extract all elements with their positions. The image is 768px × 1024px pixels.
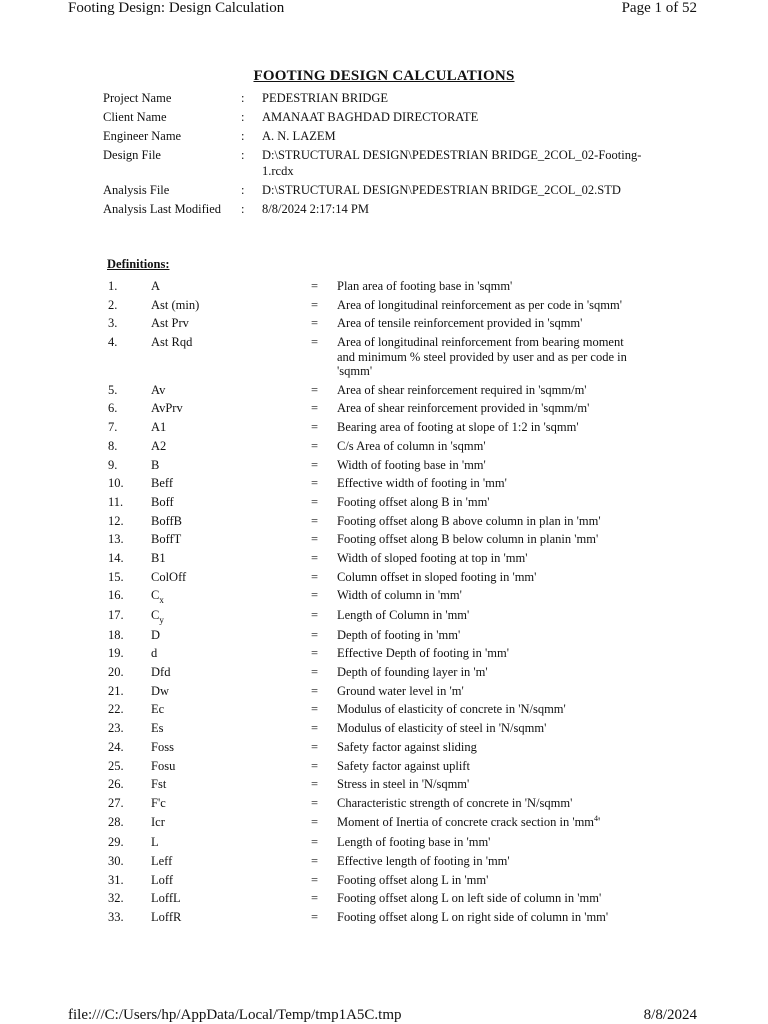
definition-description <box>337 835 637 850</box>
definition-row <box>108 298 668 313</box>
info-separator: : <box>241 182 245 197</box>
info-label: Client Name <box>103 110 167 124</box>
equals-sign: = <box>311 316 319 331</box>
definition-number: 2. <box>108 297 118 312</box>
definition-row <box>108 608 668 624</box>
definition-symbol <box>151 514 311 529</box>
description-text: Depth of founding layer in 'm' <box>337 665 488 680</box>
definition-description <box>337 458 637 473</box>
definition-description <box>337 608 637 624</box>
definitions-list <box>108 279 668 929</box>
definition-description <box>337 298 637 313</box>
file-path: file:///C:/Users/hp/AppData/Local/Temp/tmp1A5C.tmp <box>68 1007 402 1023</box>
definition-symbol <box>151 335 311 379</box>
definition-symbol <box>151 873 311 888</box>
definition-symbol <box>151 570 311 585</box>
definition-number: 24. <box>108 739 124 754</box>
definition-symbol <box>151 628 311 643</box>
definition-row <box>108 628 668 643</box>
definition-number: 26. <box>108 777 124 792</box>
definition-symbol <box>151 279 311 294</box>
description-text: Footing offset along L on right side of column in 'mm' <box>337 910 609 924</box>
definition-number: 1. <box>108 279 118 293</box>
definition-number: 30. <box>108 853 124 868</box>
equals-sign: = <box>311 513 319 528</box>
definition-symbol <box>151 495 311 510</box>
definition-row <box>108 401 668 416</box>
definition-description <box>337 495 637 510</box>
info-row <box>103 148 663 179</box>
symbol-subscript: x <box>159 595 164 606</box>
symbol-text: LoffR <box>151 910 182 924</box>
description-text: C/s Area of column in 'sqmm' <box>337 438 486 453</box>
symbol-text: B <box>151 457 160 472</box>
definition-row <box>108 514 668 529</box>
info-row <box>103 202 663 218</box>
project-info-block <box>103 91 663 221</box>
symbol-text: A1 <box>151 420 167 435</box>
description-text: Depth of footing in 'mm' <box>337 627 461 642</box>
equals-sign: = <box>311 814 319 829</box>
definition-description <box>337 316 637 331</box>
definition-description <box>337 854 637 869</box>
info-separator: : <box>241 201 245 216</box>
symbol-text: d <box>151 646 158 661</box>
symbol-text: Av <box>151 382 166 397</box>
description-text: Effective length of footing in 'mm' <box>337 853 510 868</box>
info-row <box>103 183 663 199</box>
definition-symbol <box>151 835 311 850</box>
symbol-text: Icr <box>151 814 165 829</box>
info-label: Analysis File <box>103 182 170 197</box>
equals-sign: = <box>311 702 319 717</box>
description-text: Modulus of elasticity of steel in 'N/sqmm' <box>337 721 547 736</box>
symbol-subscript: y <box>159 615 164 625</box>
symbol-text: Fst <box>151 777 167 792</box>
description-text: Effective Depth of footing in 'mm' <box>337 646 509 661</box>
definition-number: 25. <box>108 758 124 773</box>
symbol-text: Boff <box>151 494 174 509</box>
definition-row <box>108 702 668 717</box>
symbol-text: C <box>151 608 160 622</box>
definition-number: 5. <box>108 382 118 397</box>
definitions-heading: Definitions: <box>107 257 170 271</box>
info-separator: : <box>241 91 245 105</box>
description-text: Area of longitudinal reinforcement as per code in 'sqmm' <box>337 297 622 312</box>
definition-symbol <box>151 740 311 755</box>
equals-sign: = <box>311 795 319 810</box>
equals-sign: = <box>311 835 319 850</box>
description-text: Ground water level in 'm' <box>337 683 464 698</box>
info-row <box>103 129 663 145</box>
definition-row <box>108 854 668 869</box>
symbol-text: Ast Prv <box>151 316 189 331</box>
equals-sign: = <box>311 627 319 642</box>
info-row <box>103 110 663 126</box>
equals-sign: = <box>311 872 319 887</box>
definition-number: 14. <box>108 550 124 565</box>
info-value: D:\STRUCTURAL DESIGN\PEDESTRIAN BRIDGE_2COL_02-Footing-1.rcdx <box>262 148 642 178</box>
symbol-text: Foss <box>151 739 174 754</box>
definition-description <box>337 532 637 547</box>
symbol-text: AvPrv <box>151 401 183 416</box>
equals-sign: = <box>311 476 319 491</box>
equals-sign: = <box>311 758 319 773</box>
equals-sign: = <box>311 297 319 312</box>
definition-symbol <box>151 476 311 491</box>
definition-description <box>337 891 637 906</box>
definition-number: 31. <box>108 872 124 887</box>
equals-sign: = <box>311 683 319 698</box>
definition-description <box>337 335 637 379</box>
definition-description <box>337 759 637 774</box>
page-header-title: Footing Design: Design Calculation <box>68 0 285 16</box>
symbol-text: BoffT <box>151 532 182 547</box>
definition-number: 20. <box>108 665 124 680</box>
page-number: Page 1 of 52 <box>621 0 697 16</box>
definition-row <box>108 279 668 294</box>
definition-row <box>108 588 668 604</box>
equals-sign: = <box>311 646 319 661</box>
definition-description <box>337 570 637 585</box>
symbol-text: D <box>151 627 161 642</box>
definition-symbol <box>151 815 311 832</box>
definition-number: 12. <box>108 513 124 528</box>
definition-symbol <box>151 684 311 699</box>
definition-row <box>108 495 668 510</box>
definition-number: 7. <box>108 420 118 435</box>
definition-symbol <box>151 854 311 869</box>
symbol-text: Ec <box>151 702 165 717</box>
definition-number: 8. <box>108 438 118 453</box>
definition-row <box>108 910 668 925</box>
equals-sign: = <box>311 588 319 603</box>
print-date: 8/8/2024 <box>643 1007 697 1023</box>
symbol-text: Dfd <box>151 665 171 680</box>
definition-number: 16. <box>108 588 124 603</box>
definition-symbol <box>151 383 311 398</box>
definition-symbol <box>151 298 311 313</box>
description-text: Footing offset along B below column in planin 'mm' <box>337 532 599 547</box>
equals-sign: = <box>311 665 319 680</box>
definition-description <box>337 279 637 294</box>
definition-description <box>337 796 637 811</box>
definition-number: 6. <box>108 401 118 416</box>
equals-sign: = <box>311 721 319 736</box>
description-text: Characteristic strength of concrete in 'N/sqmm' <box>337 795 573 810</box>
equals-sign: = <box>311 532 319 547</box>
definition-number: 23. <box>108 721 124 736</box>
equals-sign: = <box>311 438 319 453</box>
equals-sign: = <box>311 891 319 906</box>
definition-number: 27. <box>108 795 124 810</box>
info-label: Analysis Last Modified <box>103 201 222 216</box>
info-value: D:\STRUCTURAL DESIGN\PEDESTRIAN BRIDGE_2COL_02.STD <box>262 182 621 197</box>
description-text: Footing offset along L on left side of column in 'mm' <box>337 891 602 906</box>
symbol-text: F'c <box>151 795 166 810</box>
description-text: Footing offset along B in 'mm' <box>337 494 490 509</box>
definition-row <box>108 665 668 680</box>
description-text: Area of tensile reinforcement provided in 'sqmm' <box>337 316 583 331</box>
description-text: Column offset in sloped footing in 'mm' <box>337 569 537 584</box>
definition-description <box>337 815 637 832</box>
definition-row <box>108 891 668 906</box>
definition-row <box>108 721 668 736</box>
description-text: Safety factor against sliding <box>337 739 477 754</box>
definition-symbol <box>151 910 311 925</box>
info-value: AMANAAT BAGHDAD DIRECTORATE <box>262 110 479 124</box>
symbol-text: L <box>151 835 159 850</box>
definition-number: 17. <box>108 608 124 622</box>
equals-sign: = <box>311 739 319 754</box>
description-text: Width of column in 'mm' <box>337 588 462 603</box>
equals-sign: = <box>311 608 319 622</box>
definition-number: 19. <box>108 646 124 661</box>
definition-symbol <box>151 401 311 416</box>
symbol-text: LoffL <box>151 891 181 906</box>
symbol-text: B1 <box>151 550 166 565</box>
definition-row <box>108 316 668 331</box>
definition-symbol <box>151 777 311 792</box>
equals-sign: = <box>311 550 319 565</box>
definition-symbol <box>151 721 311 736</box>
description-text: Plan area of footing base in 'sqmm' <box>337 279 513 293</box>
description-text: Effective width of footing in 'mm' <box>337 476 507 491</box>
description-text: Bearing area of footing at slope of 1:2 in 'sqmm' <box>337 420 579 435</box>
definition-description <box>337 702 637 717</box>
equals-sign: = <box>311 494 319 509</box>
definition-number: 18. <box>108 627 124 642</box>
definition-row <box>108 796 668 811</box>
definition-symbol <box>151 646 311 661</box>
definition-row <box>108 383 668 398</box>
definition-symbol <box>151 759 311 774</box>
description-end: ' <box>598 814 601 829</box>
definition-number: 11. <box>108 494 124 509</box>
definition-description <box>337 684 637 699</box>
description-text: Area of shear reinforcement required in 'sqmm/m' <box>337 382 587 397</box>
equals-sign: = <box>311 910 319 924</box>
definition-number: 15. <box>108 569 124 584</box>
definition-number: 28. <box>108 814 124 829</box>
definition-description <box>337 476 637 491</box>
info-label: Engineer Name <box>103 129 182 143</box>
definition-symbol <box>151 796 311 811</box>
equals-sign: = <box>311 420 319 435</box>
definition-number: 13. <box>108 532 124 547</box>
definition-row <box>108 439 668 454</box>
symbol-text: BoffB <box>151 513 183 528</box>
definition-row <box>108 777 668 792</box>
symbol-text: ColOff <box>151 569 187 584</box>
symbol-text: Ast (min) <box>151 297 200 312</box>
definition-symbol <box>151 458 311 473</box>
definition-number: 4. <box>108 335 118 350</box>
definition-description <box>337 401 637 416</box>
description-superscript: 4 <box>594 813 599 823</box>
definition-row <box>108 335 668 379</box>
definition-description <box>337 439 637 454</box>
info-separator: : <box>241 110 245 124</box>
definition-row <box>108 759 668 774</box>
description-text: Safety factor against uplift <box>337 758 470 773</box>
definition-symbol <box>151 665 311 680</box>
definition-row <box>108 873 668 888</box>
symbol-text: Ast Rqd <box>151 335 193 350</box>
definition-symbol <box>151 702 311 717</box>
definition-description <box>337 873 637 888</box>
description-text: Moment of Inertia of concrete crack section in 'mm <box>337 814 595 829</box>
definition-number: 10. <box>108 476 124 491</box>
description-text: Footing offset along B above column in plan in 'mm' <box>337 513 601 528</box>
definition-row <box>108 684 668 699</box>
definition-row <box>108 420 668 435</box>
document-title: FOOTING DESIGN CALCULATIONS <box>253 68 515 84</box>
info-value: A. N. LAZEM <box>262 129 336 143</box>
equals-sign: = <box>311 401 319 416</box>
definition-description <box>337 514 637 529</box>
definition-number: 9. <box>108 457 118 472</box>
info-label: Project Name <box>103 91 172 105</box>
definition-symbol <box>151 316 311 331</box>
description-text: Length of footing base in 'mm' <box>337 835 491 850</box>
description-text: Area of shear reinforcement provided in 'sqmm/m' <box>337 401 590 416</box>
definition-symbol <box>151 420 311 435</box>
definition-description <box>337 646 637 661</box>
description-text: Footing offset along L in 'mm' <box>337 872 489 887</box>
description-text: Area of longitudinal reinforcement from bearing moment and minimum % steel provided by user and as per code in 'sqmm' <box>337 335 627 379</box>
definition-row <box>108 646 668 661</box>
symbol-text: Loff <box>151 872 173 887</box>
symbol-text: C <box>151 588 160 603</box>
equals-sign: = <box>311 382 319 397</box>
definition-number: 33. <box>108 910 124 924</box>
definition-number: 22. <box>108 702 124 717</box>
definition-description <box>337 420 637 435</box>
definition-row <box>108 532 668 547</box>
definition-description <box>337 740 637 755</box>
equals-sign: = <box>311 457 319 472</box>
description-text: Modulus of elasticity of concrete in 'N/sqmm' <box>337 702 566 717</box>
symbol-text: Es <box>151 721 164 736</box>
symbol-text: A <box>151 279 161 293</box>
definition-row <box>108 815 668 832</box>
definition-symbol <box>151 891 311 906</box>
definition-row <box>108 835 668 850</box>
description-text: Width of footing base in 'mm' <box>337 457 486 472</box>
symbol-text: Fosu <box>151 758 176 773</box>
description-text: Width of sloped footing at top in 'mm' <box>337 550 528 565</box>
definition-description <box>337 665 637 680</box>
definition-description <box>337 777 637 792</box>
equals-sign: = <box>311 569 319 584</box>
equals-sign: = <box>311 777 319 792</box>
info-value: 8/8/2024 2:17:14 PM <box>262 201 369 216</box>
definition-row <box>108 476 668 491</box>
symbol-text: Leff <box>151 853 173 868</box>
info-separator: : <box>241 148 245 162</box>
definition-symbol <box>151 551 311 566</box>
definition-description <box>337 721 637 736</box>
symbol-text: Beff <box>151 476 173 491</box>
definition-description <box>337 910 637 925</box>
definition-description <box>337 551 637 566</box>
info-row <box>103 91 663 107</box>
equals-sign: = <box>311 279 319 293</box>
definition-row <box>108 740 668 755</box>
definition-number: 21. <box>108 683 124 698</box>
definition-description <box>337 383 637 398</box>
info-separator: : <box>241 129 245 143</box>
definition-number: 3. <box>108 316 118 331</box>
equals-sign: = <box>311 853 319 868</box>
symbol-text: A2 <box>151 438 167 453</box>
description-text: Stress in steel in 'N/sqmm' <box>337 777 470 792</box>
equals-sign: = <box>311 335 319 350</box>
info-value: PEDESTRIAN BRIDGE <box>262 91 389 105</box>
definition-number: 32. <box>108 891 124 906</box>
definition-row <box>108 458 668 473</box>
definition-description <box>337 628 637 643</box>
definition-description <box>337 588 637 604</box>
symbol-text: Dw <box>151 683 170 698</box>
description-text: Length of Column in 'mm' <box>337 608 470 622</box>
definition-symbol <box>151 608 311 624</box>
definition-symbol <box>151 439 311 454</box>
definition-symbol <box>151 532 311 547</box>
info-label: Design File <box>103 148 161 162</box>
definition-number: 29. <box>108 835 124 850</box>
definition-row <box>108 570 668 585</box>
definition-symbol <box>151 588 311 604</box>
definition-row <box>108 551 668 566</box>
